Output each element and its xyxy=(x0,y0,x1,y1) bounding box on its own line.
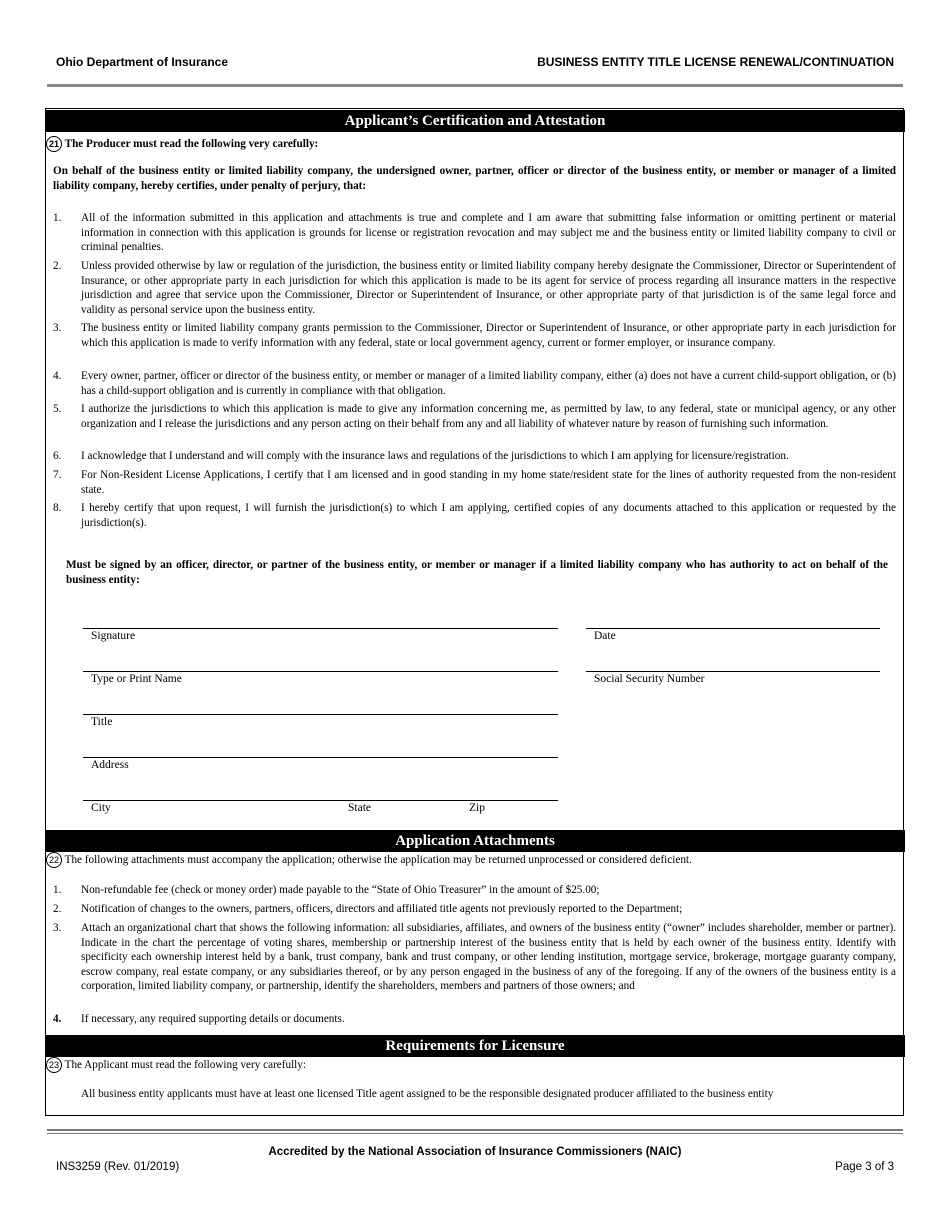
title-line[interactable] xyxy=(83,714,558,715)
section-header-attachments: Application Attachments xyxy=(45,830,905,852)
address-line[interactable] xyxy=(83,757,558,758)
cert-item-number: 2. xyxy=(53,260,62,272)
cert-item-text: For Non-Resident License Applications, I certify that I am licensed and in good standing in my home state/resident state for the lines of authority requested from the non-resident state. xyxy=(81,469,896,496)
cert-lead-text: The Producer must read the following very carefully: xyxy=(64,138,319,150)
cert-item-text: The business entity or limited liability company grants permission to the Commissioner, Director or Superintendent of Insurance, or other appropriate party in each jurisdiction for which this application is made to verify information with any federal, state or local government agency, current or former employer, or insurance company. xyxy=(81,322,896,349)
req-lead-text: The Applicant must read the following very carefully: xyxy=(64,1059,306,1071)
signature-label: Signature xyxy=(91,630,136,642)
cert-item-text: I authorize the jurisdictions to which this application is made to give any information concerning me, as permitted by law, to any federal, state or municipal agency, or any other organization and I release the jurisdictions and any person acting on their behalf from any and all liability of whatever nature by reason of furnishing such information. xyxy=(81,403,896,430)
attach-item-text: Notification of changes to the owners, partners, officers, directors and affiliated title agents not previously reported to the Department; xyxy=(81,903,683,915)
attach-item-text: Attach an organizational chart that shows the following information: all subsidiaries, affiliates, and owners of the business entity (“owner” includes shareholder, member or partner). Indicate in the chart the percentage of voting shares, membership or partnership interest of the business entity that is held by each owner of the business entity. Identify with specificity each ownership interest held by a bank, trust company, bank and trust company, or other lending institution, mortgage service, brokerage, mortgage guaranty company, escrow company, real estate company, or any subsidiaries thereof, or by any person engaged in the business of any of the foregoing. If any of the owners of the business entity is a corporation, limited liability company, or partnership, identify the shareholders, members and partners of those owners; and xyxy=(81,922,896,992)
address-label: Address xyxy=(91,759,129,771)
date-line[interactable] xyxy=(586,628,880,629)
attach-item-number: 2. xyxy=(53,903,62,915)
attach-lead xyxy=(46,852,692,868)
section-header-certification: Applicant’s Certification and Attestation xyxy=(45,110,905,132)
cert-item-number: 1. xyxy=(53,212,62,224)
cert-item-number: 5. xyxy=(53,403,62,415)
cert-lead xyxy=(46,136,318,152)
req-body: All business entity applicants must have at least one licensed Title agent assigned to be the responsible designated producer affiliated to the business entity xyxy=(81,1088,774,1100)
footer-divider xyxy=(47,1129,903,1131)
attach-item-number: 3. xyxy=(53,922,62,934)
cert-item-number: 6. xyxy=(53,450,62,462)
cert-item-number: 8. xyxy=(53,502,62,514)
cert-item-text: I hereby certify that upon request, I will furnish the jurisdiction(s) to which I am applying, certified copies of any documents attached to this application or requested by the jurisdiction(s). xyxy=(81,502,896,529)
question-number-23: 23 xyxy=(46,1057,62,1073)
question-number-21: 21 xyxy=(46,136,62,152)
signature-instructions: Must be signed by an officer, director, or partner of the business entity, or member or manager if a limited liability company who has authority to act on behalf of the business entity: xyxy=(66,559,888,586)
footer-divider-thin xyxy=(47,1133,903,1134)
footer-page-number: Page 3 of 3 xyxy=(835,1161,894,1173)
req-lead xyxy=(46,1057,306,1073)
cert-item-number: 3. xyxy=(53,322,62,334)
cert-item-text: All of the information submitted in this application and attachments is true and complete and I am aware that submitting false information or omitting pertinent or material information in connection with this application is grounds for license or registration revocation and may subject me and the business entity or limited liability company to civil or criminal penalties. xyxy=(81,212,896,253)
header-divider xyxy=(47,84,903,87)
city-state-zip-line[interactable] xyxy=(83,800,558,801)
attach-item-text: Non-refundable fee (check or money order) made payable to the “State of Ohio Treasurer” in the amount of $25.00; xyxy=(81,884,600,896)
attach-item-text: If necessary, any required supporting details or documents. xyxy=(81,1013,345,1025)
header-department: Ohio Department of Insurance xyxy=(56,55,229,69)
state-label: State xyxy=(348,802,371,814)
ssn-line[interactable] xyxy=(586,671,880,672)
cert-item-text: Unless provided otherwise by law or regulation of the jurisdiction, the business entity or limited liability company hereby designate the Commissioner, Director or Superintendent of Insurance, or other appropriate party in each jurisdiction for which this application is made to be its agent for service of process regarding all insurance matters in the respective jurisdiction and agree that service upon the Commissioner, Director or Superintendent of Insurance, or other appropriate party of that jurisdiction is of the same legal force and validity as personal service upon the business entity. xyxy=(81,260,896,316)
attach-lead-text: The following attachments must accompany the application; otherwise the application may be returned unprocessed or considered deficient. xyxy=(64,854,692,866)
cert-item-text: I acknowledge that I understand and will comply with the insurance laws and regulations of the jurisdictions to which I am applying for licensure/registration. xyxy=(81,450,789,462)
attach-item-number: 4. xyxy=(53,1013,62,1025)
print-name-label: Type or Print Name xyxy=(91,673,182,685)
question-number-22: 22 xyxy=(46,852,62,868)
date-label: Date xyxy=(594,630,616,642)
cert-item-text: Every owner, partner, officer or director of the business entity, or member or manager of a limited liability company, either (a) does not have a current child-support obligation, or (b) has a child-support obligation and is currently in compliance with that obligation. xyxy=(81,370,896,397)
cert-item-number: 7. xyxy=(53,469,62,481)
city-label: City xyxy=(91,802,111,814)
cert-intro: On behalf of the business entity or limited liability company, the undersigned owner, partner, officer or director of the business entity, or member or manager of a limited liability company, hereby certifies, under penalty of perjury, that: xyxy=(53,165,896,192)
ssn-label: Social Security Number xyxy=(594,673,705,685)
zip-label: Zip xyxy=(469,802,485,814)
footer-accreditation: Accredited by the National Association of Insurance Commissioners (NAIC) xyxy=(268,1146,682,1158)
cert-item-number: 4. xyxy=(53,370,62,382)
attach-item-number: 1. xyxy=(53,884,62,896)
header-form-title: BUSINESS ENTITY TITLE LICENSE RENEWAL/CONTINUATION xyxy=(537,55,894,69)
signature-line[interactable] xyxy=(83,628,558,629)
footer-form-number: INS3259 (Rev. 01/2019) xyxy=(56,1161,180,1173)
title-label: Title xyxy=(91,716,113,728)
section-header-requirements: Requirements for Licensure xyxy=(45,1035,905,1057)
print-name-line[interactable] xyxy=(83,671,558,672)
